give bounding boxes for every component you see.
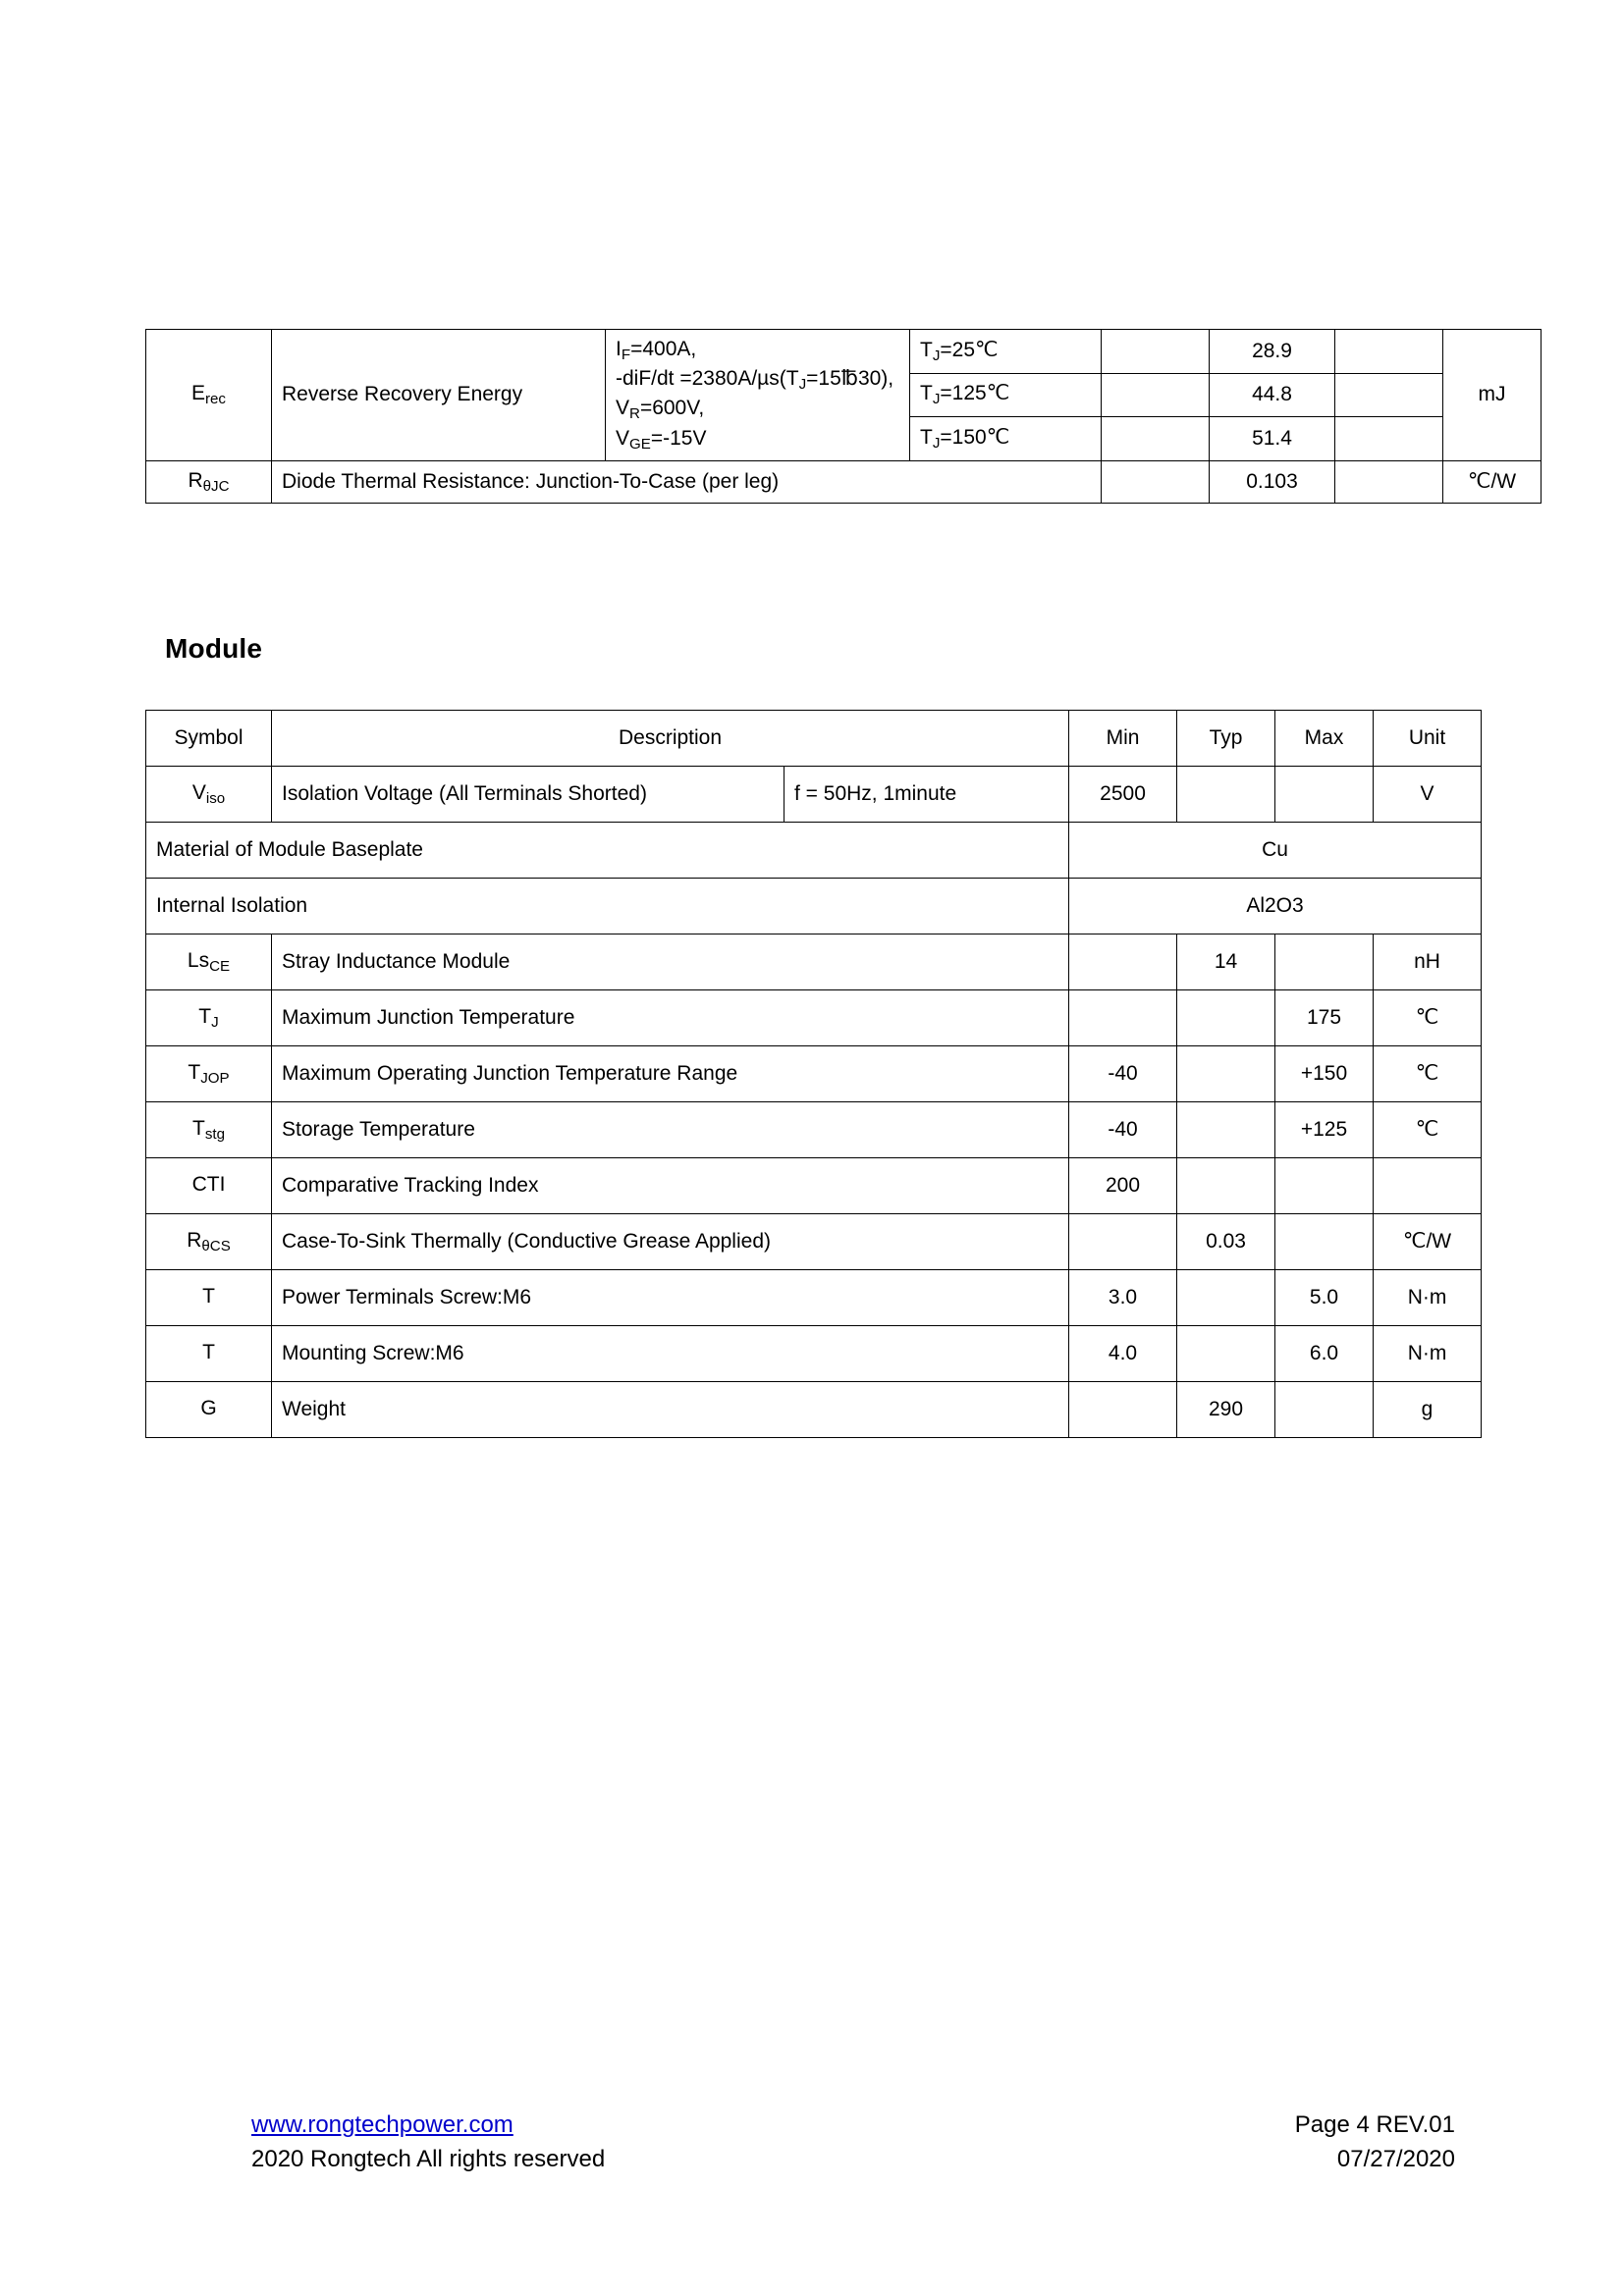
symbol-cell [146,330,272,461]
tj-main: T [920,338,933,361]
header-max: Max [1275,711,1374,767]
table-row [146,934,1482,990]
table-row [146,1046,1482,1102]
tj-rest: =150℃ [940,425,1010,449]
max-cell [1275,1158,1374,1214]
typ-cell [1177,1102,1275,1158]
header-symbol: Symbol [146,711,272,767]
module-table-wrapper [145,710,1481,1438]
header-typ: Typ [1177,711,1275,767]
max-cell: 175 [1275,990,1374,1046]
page-footer [145,2109,1481,2177]
symbol-cell [146,1270,272,1326]
symbol-sub: J [211,1013,219,1031]
header-min: Min [1069,711,1177,767]
condition-sub: J [798,375,807,393]
unit-cell: ℃ [1374,1046,1482,1102]
tj-condition-cell [910,373,1102,417]
table-row [146,990,1482,1046]
min-cell [1069,934,1177,990]
max-cell [1335,460,1443,503]
condition-line [616,336,899,365]
max-cell [1335,417,1443,461]
table-header-row [146,711,1482,767]
symbol-sub: θCS [201,1237,231,1255]
condition-main: -diF/dt =2380A/µs(T [616,367,799,391]
table-row [146,823,1482,879]
typ-cell: 14 [1177,934,1275,990]
symbol-sub: θJC [202,477,230,495]
description-cell: Mounting Screw:M6 [272,1326,1069,1382]
description-cell: Maximum Operating Junction Temperature Range [272,1046,1069,1102]
min-cell [1102,373,1210,417]
typ-cell: 0.03 [1177,1214,1275,1270]
header-description: Description [272,711,1069,767]
symbol-main: V [191,780,206,804]
symbol-cell [146,1214,272,1270]
condition-sub: R [629,405,640,423]
typ-cell: 44.8 [1210,373,1335,417]
full-label-cell: Internal Isolation [146,879,1069,934]
symbol-sub: stg [204,1125,225,1143]
min-cell [1069,1214,1177,1270]
symbol-cell [146,1326,272,1382]
merged-value-cell: Al2O3 [1069,879,1482,934]
max-cell [1335,330,1443,374]
unit-cell: ℃ [1374,1102,1482,1158]
symbol-main: T [198,1004,212,1028]
tj-main: T [920,382,933,405]
table-row [146,330,1542,374]
description-cell: Diode Thermal Resistance: Junction-To-Case (per leg) [272,460,1102,503]
unit-cell: V [1374,767,1482,823]
min-cell [1102,330,1210,374]
description-cell: Weight [272,1382,1069,1438]
unit-cell: ℃/W [1374,1214,1482,1270]
condition-rest: =600V, [639,397,705,420]
tj-main: T [920,425,933,449]
symbol-cell [146,990,272,1046]
unit-cell [1374,1158,1482,1214]
condition-main: I [616,338,622,360]
min-cell [1069,1382,1177,1438]
description-cell: Power Terminals Screw:M6 [272,1270,1069,1326]
table-row [146,460,1542,503]
condition-sub: GE [629,435,651,453]
max-cell: 6.0 [1275,1326,1374,1382]
condition-rest: =-15V [650,426,707,450]
footer-right [1295,2109,1481,2177]
table-row [146,1270,1482,1326]
tj-rest: =25℃ [940,338,999,361]
footer-date: 07/27/2020 [1336,2145,1455,2172]
typ-cell [1177,1326,1275,1382]
unit-cell: N·m [1374,1270,1482,1326]
min-cell: -40 [1069,1102,1177,1158]
symbol-main: T [188,1060,201,1084]
description-cell: Storage Temperature [272,1102,1069,1158]
max-cell [1275,767,1374,823]
description-cell: Comparative Tracking Index [272,1158,1069,1214]
footer-left [145,2109,605,2177]
symbol-cell [146,1158,272,1214]
typ-cell [1177,1046,1275,1102]
symbol-cell [146,934,272,990]
table-row [146,1158,1482,1214]
table-row [146,767,1482,823]
min-cell: -40 [1069,1046,1177,1102]
typ-cell [1177,767,1275,823]
unit-cell: g [1374,1382,1482,1438]
merged-value-cell: Cu [1069,823,1482,879]
table-row [146,1382,1482,1438]
condition-rest: =400A, [630,338,697,360]
description-cell: Isolation Voltage (All Terminals Shorted) [272,767,784,823]
unit-cell: ℃/W [1443,460,1542,503]
condition-main: V [616,426,630,450]
min-cell [1102,417,1210,461]
reverse-recovery-table-wrapper [145,329,1517,504]
max-cell [1275,1382,1374,1438]
module-table [145,710,1482,1438]
section-title-module: Module [165,633,263,664]
unit-cell: nH [1374,934,1482,990]
footer-website-link[interactable] [251,2109,605,2143]
condition-rest: =15℔30), [806,367,894,391]
unit-cell: ℃ [1374,990,1482,1046]
condition-line [616,395,899,424]
min-cell: 3.0 [1069,1270,1177,1326]
symbol-cell [146,1102,272,1158]
max-cell [1335,373,1443,417]
symbol-cell [146,1382,272,1438]
symbol-main: T [202,1340,215,1363]
min-cell: 4.0 [1069,1326,1177,1382]
condition-sub: F [621,346,631,363]
table-row [146,1326,1482,1382]
table-row [146,1102,1482,1158]
tj-sub: J [932,434,941,452]
symbol-main: T [202,1284,215,1308]
min-cell [1069,990,1177,1046]
typ-cell [1177,990,1275,1046]
unit-cell: mJ [1443,330,1542,461]
description-cell: Reverse Recovery Energy [272,330,606,461]
max-cell: 5.0 [1275,1270,1374,1326]
min-cell [1102,460,1210,503]
max-cell: +125 [1275,1102,1374,1158]
condition-line [616,425,899,454]
tj-condition-cell [910,417,1102,461]
footer-page-rev: Page 4 REV.01 [1294,2111,1455,2138]
unit-cell: N·m [1374,1326,1482,1382]
symbol-main: CTI [191,1172,226,1196]
symbol-sub: rec [205,391,226,408]
description-cell: Stray Inductance Module [272,934,1069,990]
symbol-sub: CE [209,957,231,975]
table-row [146,1214,1482,1270]
symbol-sub: JOP [200,1069,230,1087]
website-url[interactable]: www.rongtechpower.com [251,2111,514,2138]
tj-sub: J [932,391,941,408]
symbol-main: R [188,468,203,492]
typ-cell: 28.9 [1210,330,1335,374]
typ-cell: 290 [1177,1382,1275,1438]
typ-cell [1177,1158,1275,1214]
tj-sub: J [932,347,941,364]
header-unit: Unit [1374,711,1482,767]
footer-copyright: 2020 Rongtech All rights reserved [251,2145,606,2172]
description-cell: Maximum Junction Temperature [272,990,1069,1046]
min-cell: 2500 [1069,767,1177,823]
symbol-cell [146,767,272,823]
symbol-main: T [192,1116,205,1140]
symbol-main: E [190,382,205,405]
min-cell: 200 [1069,1158,1177,1214]
typ-cell [1177,1270,1275,1326]
max-cell: +150 [1275,1046,1374,1102]
description-cell: Case-To-Sink Thermally (Conductive Grease Applied) [272,1214,1069,1270]
typ-cell: 0.103 [1210,460,1335,503]
max-cell [1275,934,1374,990]
tj-rest: =125℃ [940,382,1010,405]
full-label-cell: Material of Module Baseplate [146,823,1069,879]
typ-cell: 51.4 [1210,417,1335,461]
tj-condition-cell [910,330,1102,374]
condition-cell: f = 50Hz, 1minute [784,767,1069,823]
table-row [146,879,1482,934]
condition-cell [606,330,910,461]
symbol-cell [146,1046,272,1102]
condition-line [616,365,899,395]
symbol-cell [146,460,272,503]
reverse-recovery-table [145,329,1542,504]
symbol-main: G [200,1396,217,1419]
symbol-main: Ls [187,948,210,972]
condition-main: V [616,397,630,420]
symbol-sub: iso [205,789,226,807]
max-cell [1275,1214,1374,1270]
symbol-main: R [187,1228,202,1252]
